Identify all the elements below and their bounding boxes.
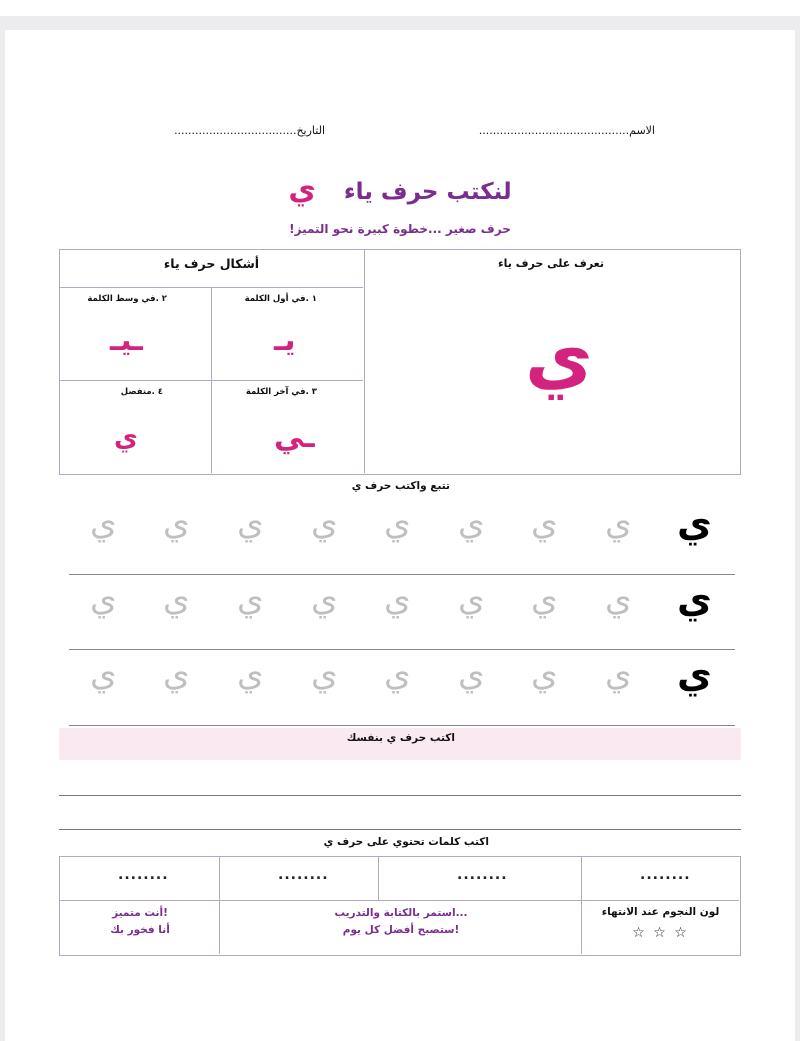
form-label-initial: ١ .في أول الكلمة [244, 294, 317, 304]
trace-ghost-letter[interactable]: ي [90, 654, 117, 694]
trace-ghost-letter[interactable]: ي [163, 654, 190, 694]
form-label-middle: ٢ .في وسط الكلمة [87, 294, 167, 304]
self-write-band [59, 728, 741, 760]
trace-ghost-letter[interactable]: ي [384, 503, 411, 543]
trace-ghost-letter[interactable]: ي [458, 654, 485, 694]
trace-ghost-letter[interactable]: ي [237, 579, 264, 619]
word-blank-cell[interactable] [379, 857, 582, 900]
form-label-final: ٣ .في آخر الكلمة [245, 387, 317, 397]
trace-ghost-letter[interactable]: ي [531, 503, 558, 543]
date-field-label: التاريخ................................... [174, 124, 325, 137]
form-glyph-isolated: ي [114, 423, 138, 453]
trace-ghost-letter[interactable]: ي [458, 579, 485, 619]
trace-ghost-letter[interactable]: ي [237, 503, 264, 543]
trace-ghost-letter[interactable]: ي [163, 579, 190, 619]
trace-ghost-letter[interactable]: ي [163, 503, 190, 543]
words-heading: اكتب كلمات تحتوي على حرف ي [323, 836, 489, 848]
trace-ghost-letter[interactable]: ي [605, 579, 632, 619]
trace-ghost-letter[interactable]: ي [458, 503, 485, 543]
trace-ghost-letter[interactable]: ي [311, 654, 338, 694]
worksheet-title [5, 172, 795, 207]
forms-panel [60, 250, 363, 473]
trace-ghost-letter[interactable]: ي [311, 503, 338, 543]
trace-baseline [69, 725, 735, 726]
trace-model-letter: ي [677, 577, 712, 621]
trace-row [60, 500, 735, 550]
title-text: لنكتب حرف ياء [343, 179, 512, 205]
encourage-line-2: ستصبح أفضل كل يوم! [342, 924, 460, 936]
trace-ghost-letter[interactable]: ي [90, 579, 117, 619]
word-blank: ........ [118, 867, 169, 883]
trace-ghost-letter[interactable]: ي [605, 503, 632, 543]
trace-ghost-letter[interactable]: ي [531, 579, 558, 619]
recognize-letter: ي [525, 314, 593, 400]
encourage-cell [220, 901, 582, 954]
self-write-line[interactable] [59, 795, 741, 796]
forms-heading: أشكال حرف ياء [60, 250, 363, 288]
self-write-heading: اكتب حرف ي بنفسك [346, 732, 455, 744]
form-cell-isolated [60, 381, 212, 473]
word-blank-cell[interactable] [220, 857, 379, 900]
trace-ghost-letter[interactable]: ي [605, 654, 632, 694]
trace-ghost-letter[interactable]: ي [384, 579, 411, 619]
word-blank: ........ [457, 867, 508, 883]
form-cell-final [212, 381, 363, 473]
praise-cell [60, 901, 220, 954]
encourage-line-1: استمر بالكتابة والتدريب... [334, 907, 468, 919]
form-cell-middle [60, 288, 212, 381]
word-blank-cell[interactable] [582, 857, 739, 900]
recognize-panel [364, 250, 740, 473]
trace-baseline [69, 649, 735, 650]
form-cell-initial [212, 288, 363, 381]
words-table [59, 856, 741, 956]
stars-cell [582, 901, 739, 954]
trace-ghost-letter[interactable]: ي [384, 654, 411, 694]
recognize-heading: تعرف على حرف ياء [497, 257, 604, 270]
trace-baseline [69, 574, 735, 575]
top-strip [0, 0, 800, 16]
subtitle: حرف صغير ...خطوة كبيرة نحو التميز! [289, 222, 511, 236]
form-glyph-initial: يـ [274, 323, 296, 358]
form-label-isolated: ٤ .منفصل [120, 387, 163, 397]
stars-rating[interactable]: ☆ ☆ ☆ [632, 925, 689, 941]
praise-line-2: أنا فخور بك [110, 924, 170, 936]
title-letter: ي [288, 172, 316, 207]
trace-row [60, 651, 735, 701]
trace-ghost-letter[interactable]: ي [237, 654, 264, 694]
trace-heading: تتبع واكتب حرف ي [351, 480, 450, 492]
stars-label: لون النجوم عند الانتهاء [601, 906, 720, 918]
trace-ghost-letter[interactable]: ي [311, 579, 338, 619]
trace-ghost-letter[interactable]: ي [90, 503, 117, 543]
name-field-label: الاسم........................................... [478, 124, 655, 137]
form-glyph-final: ـي [274, 420, 315, 455]
word-blank-cell[interactable] [60, 857, 220, 900]
praise-line-1: أنت متميز! [112, 907, 168, 919]
worksheet-page [5, 30, 795, 1041]
trace-row [60, 576, 735, 626]
words-blanks-row [60, 857, 739, 901]
word-blank: ........ [640, 867, 691, 883]
letter-intro-table [59, 249, 741, 475]
self-write-line[interactable] [59, 829, 741, 830]
form-glyph-middle: ـيـ [110, 323, 143, 358]
word-blank: ........ [278, 867, 329, 883]
trace-model-letter: ي [677, 652, 712, 696]
trace-model-letter: ي [677, 501, 712, 545]
trace-ghost-letter[interactable]: ي [531, 654, 558, 694]
